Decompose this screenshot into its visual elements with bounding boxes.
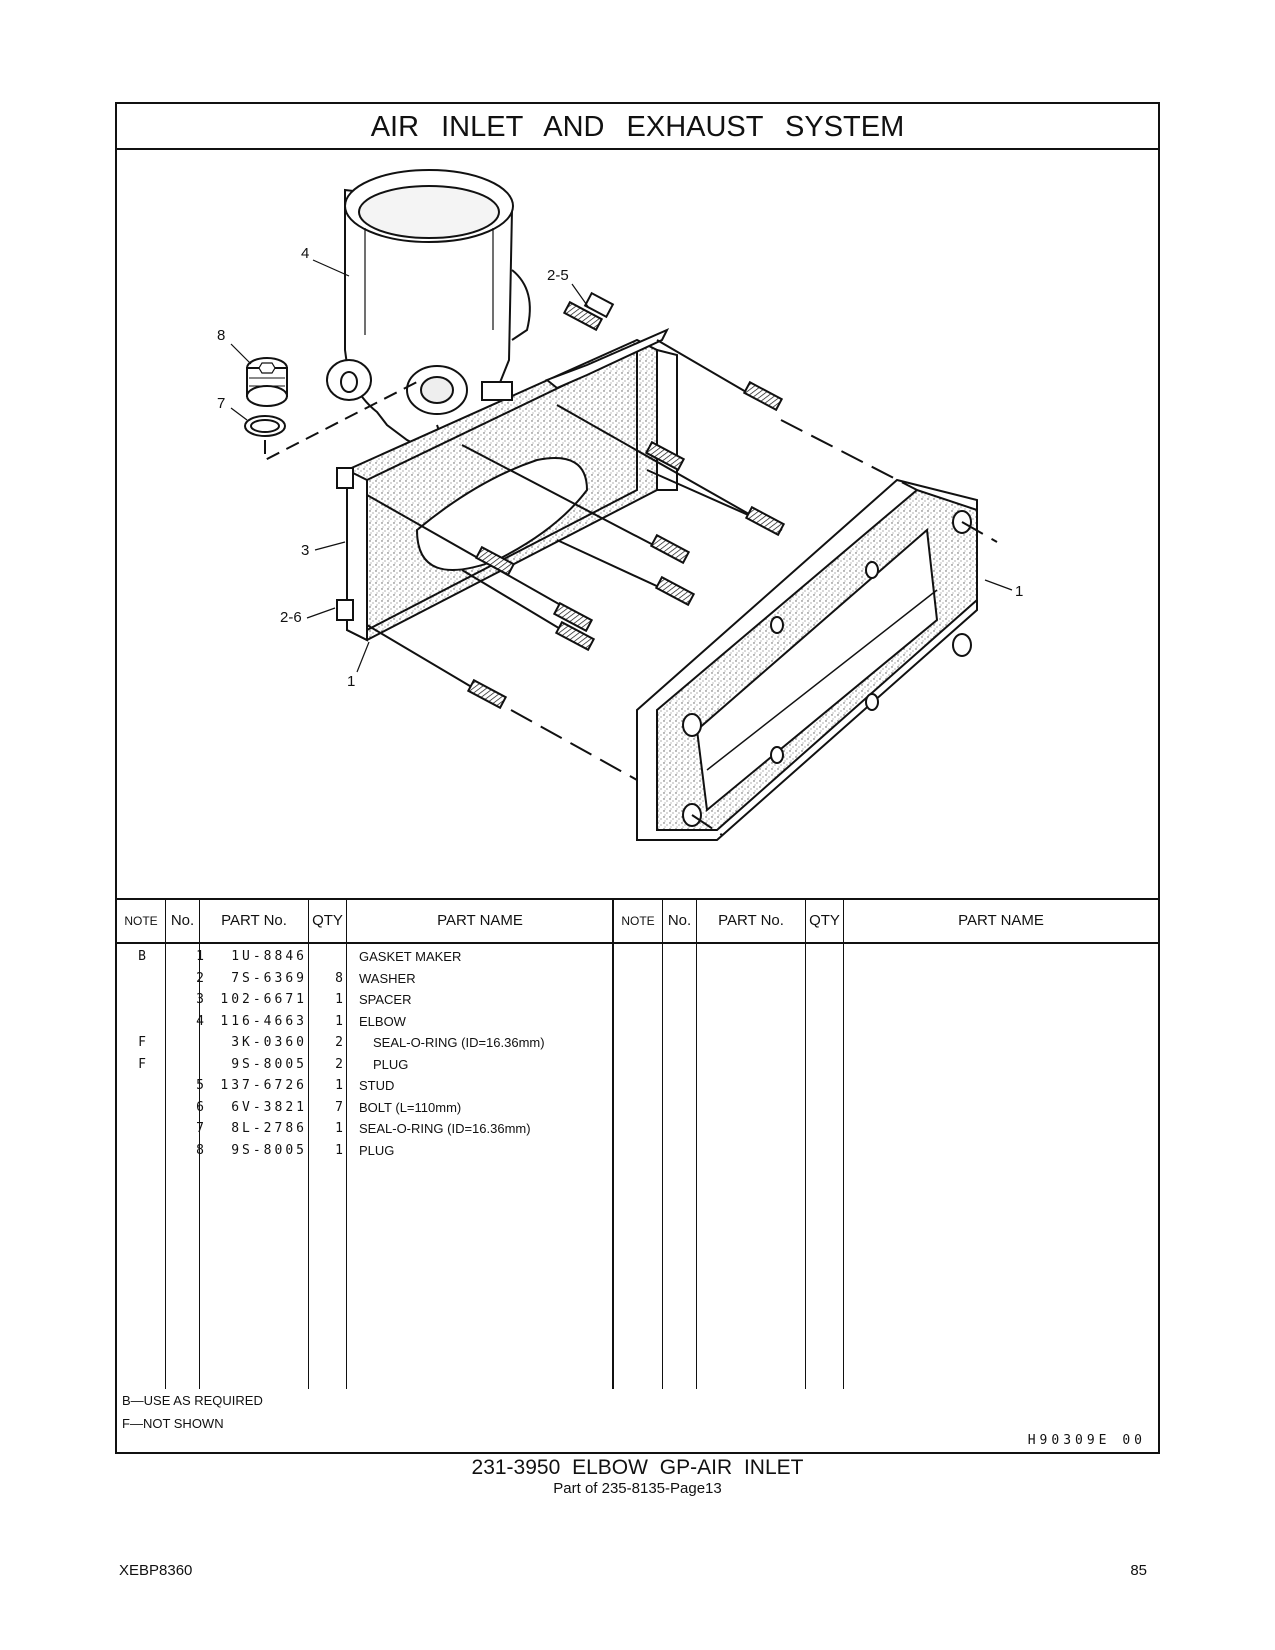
header-no-right: No. xyxy=(667,912,692,929)
exploded-view-drawing xyxy=(117,150,1158,898)
parts-frame xyxy=(115,102,1160,1454)
table-row xyxy=(117,1054,1158,1076)
qty-cell: 8 xyxy=(335,970,343,986)
header-no-left: No. xyxy=(170,912,195,929)
header-part-name-right: PART NAME xyxy=(958,912,1044,929)
item-no-cell: 8 xyxy=(196,1142,204,1158)
part-number-cell: 137-6726 xyxy=(220,1078,307,1093)
item-no-cell: 4 xyxy=(196,1013,204,1029)
callout-8: 8 xyxy=(217,327,226,344)
part-number-cell: 9S-8005 xyxy=(231,1142,307,1158)
qty-cell: 1 xyxy=(335,992,343,1007)
qty-cell: 7 xyxy=(335,1099,343,1115)
qty-cell: 2 xyxy=(335,1056,343,1072)
callout-1-left: 1 xyxy=(347,673,356,690)
group-caption: 231-3950 ELBOW GP-AIR INLET xyxy=(471,1456,804,1479)
part-name-cell: PLUG xyxy=(359,1142,395,1158)
header-qty-right: QTY xyxy=(809,912,840,929)
qty-cell: 2 xyxy=(335,1035,343,1050)
notes-area xyxy=(117,1389,1158,1452)
table-row xyxy=(117,1097,1158,1119)
callout-1-right: 1 xyxy=(1015,583,1024,600)
callout-2-6: 2-6 xyxy=(280,609,302,626)
qty-cell: 1 xyxy=(335,1142,343,1158)
part-name-cell: PLUG xyxy=(373,1056,409,1072)
header-part-no-right: PART No. xyxy=(718,912,784,929)
exploded-view-svg xyxy=(117,150,1158,898)
part-name-cell: GASKET MAKER xyxy=(359,949,462,964)
table-row xyxy=(117,1118,1158,1140)
seal-ring-part xyxy=(245,416,285,436)
plug-part xyxy=(247,358,287,406)
note-b: B—USE AS REQUIRED xyxy=(122,1393,263,1408)
table-row xyxy=(117,946,1158,968)
flange-gasket-part xyxy=(637,480,977,840)
item-no-cell: 2 xyxy=(196,970,204,986)
part-name-cell: ELBOW xyxy=(359,1013,406,1029)
page-number: 85 xyxy=(1130,1562,1147,1579)
part-name-cell: BOLT (L=110mm) xyxy=(359,1099,462,1115)
callout-4: 4 xyxy=(301,245,310,262)
item-no-cell: 1 xyxy=(196,949,204,964)
part-name-cell: SEAL-O-RING (ID=16.36mm) xyxy=(373,1035,545,1050)
part-number-cell: 9S-8005 xyxy=(231,1056,307,1072)
qty-cell: 1 xyxy=(335,1013,343,1029)
part-name-cell: WASHER xyxy=(359,970,416,986)
item-no-cell: 5 xyxy=(196,1078,204,1093)
group-subcaption: Part of 235-8135-Page13 xyxy=(553,1480,722,1497)
qty-cell: 1 xyxy=(335,1121,343,1136)
callout-3: 3 xyxy=(301,542,310,559)
part-number-cell: 6V-3821 xyxy=(231,1099,307,1115)
table-row xyxy=(117,989,1158,1011)
table-row xyxy=(117,1075,1158,1097)
callout-2-5: 2-5 xyxy=(547,267,569,284)
parts-table-header xyxy=(117,900,1158,944)
header-note-right: NOTE xyxy=(621,914,655,928)
table-row xyxy=(117,1032,1158,1054)
table-row xyxy=(117,968,1158,990)
part-number-cell: 7S-6369 xyxy=(231,970,307,986)
part-name-cell: SPACER xyxy=(359,992,412,1007)
header-qty-left: QTY xyxy=(312,912,343,929)
note-cell: B xyxy=(138,949,146,964)
note-cell: F xyxy=(138,1035,146,1050)
table-row xyxy=(117,1140,1158,1162)
table-row xyxy=(117,1011,1158,1033)
part-number-cell: 3K-0360 xyxy=(231,1035,307,1050)
header-note-left: NOTE xyxy=(124,914,158,928)
part-name-cell: SEAL-O-RING (ID=16.36mm) xyxy=(359,1121,531,1136)
parts-table xyxy=(117,898,1158,1389)
drawing-id: H90309E 00 xyxy=(1027,1433,1146,1448)
header-part-no-left: PART No. xyxy=(221,912,287,929)
part-name-cell: STUD xyxy=(359,1078,395,1093)
page-title: AIR INLET AND EXHAUST SYSTEM xyxy=(117,104,1158,150)
item-no-cell: 6 xyxy=(196,1099,204,1115)
callout-7: 7 xyxy=(217,395,226,412)
part-number-cell: 8L-2786 xyxy=(231,1121,307,1136)
note-f: F—NOT SHOWN xyxy=(122,1416,224,1431)
item-no-cell: 3 xyxy=(196,992,204,1007)
item-no-cell: 7 xyxy=(196,1121,204,1136)
part-number-cell: 1U-8846 xyxy=(231,949,307,964)
document-id: XEBP8360 xyxy=(119,1562,193,1579)
qty-cell: 1 xyxy=(335,1078,343,1093)
part-number-cell: 116-4663 xyxy=(220,1013,307,1029)
header-part-name-left: PART NAME xyxy=(437,912,523,929)
note-cell: F xyxy=(138,1056,146,1072)
part-number-cell: 102-6671 xyxy=(220,992,307,1007)
